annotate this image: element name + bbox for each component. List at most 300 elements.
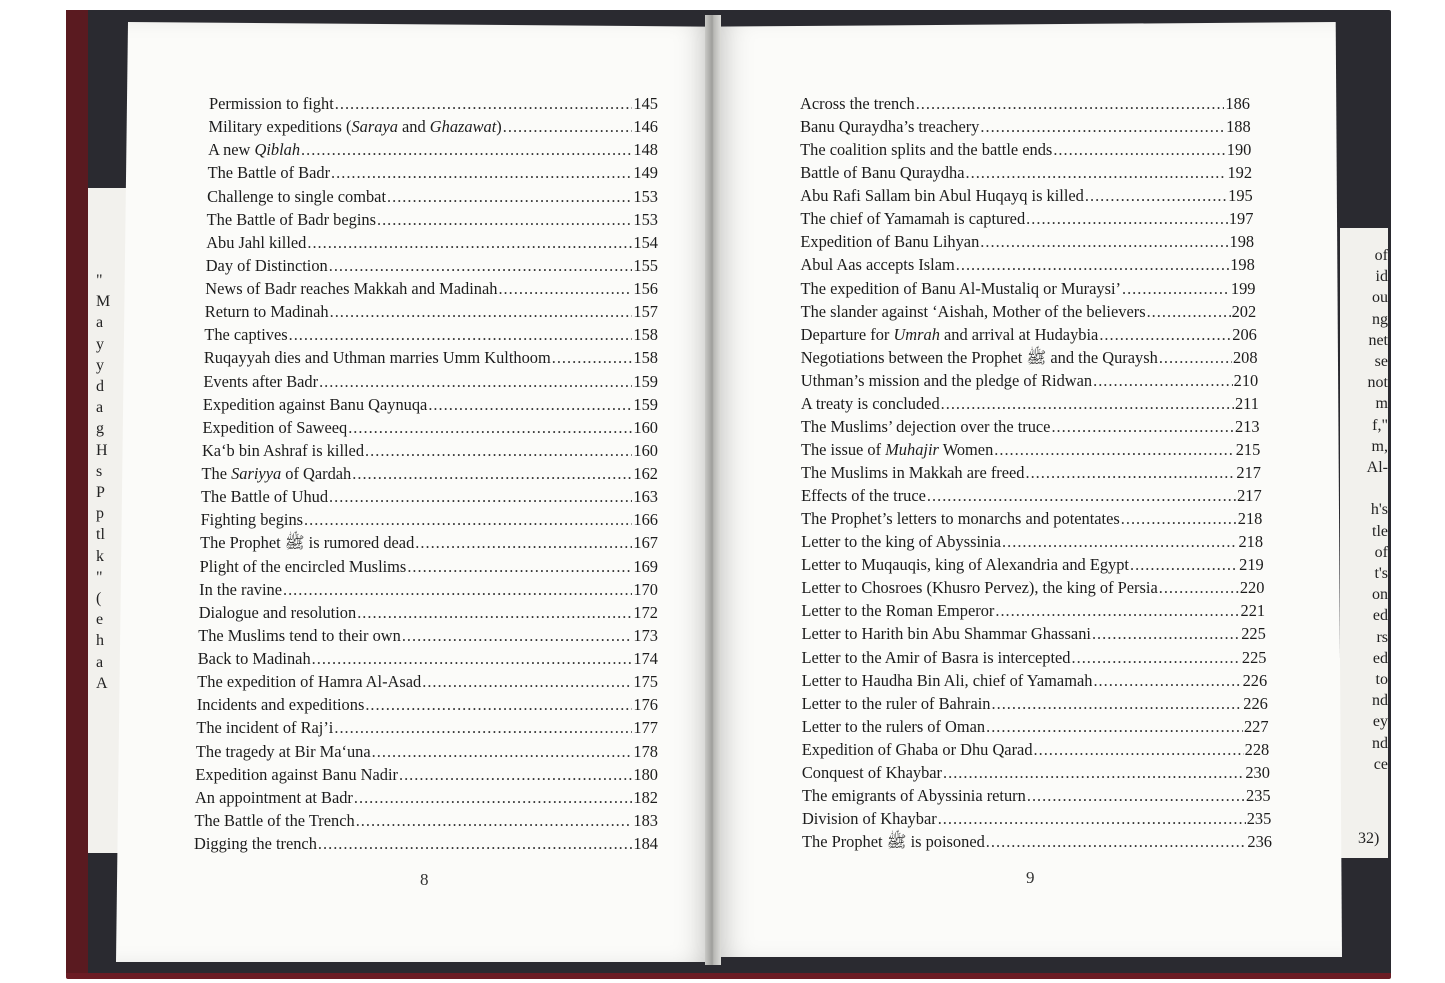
toc-entry-page: 158 — [633, 348, 658, 368]
toc-title-part: Letter to the king of Abyssinia — [801, 532, 1002, 552]
toc-entry-title — [801, 416, 1051, 438]
peek-text-right-bottom: 32) — [1358, 830, 1380, 847]
toc-title-part: Letter to Harith bin Abu Shammar Ghassani — [801, 624, 1091, 644]
toc-entry-page: 153 — [633, 186, 658, 206]
toc-entry-title — [203, 371, 318, 393]
toc-entry-page: 170 — [633, 579, 658, 599]
toc-title-part: Abul Aas accepts Islam — [800, 255, 955, 275]
toc-entry-page: 217 — [1236, 463, 1261, 482]
toc-entry-title — [196, 741, 371, 763]
toc-entry-page: 177 — [633, 718, 658, 738]
toc-entry-title — [205, 278, 497, 300]
toc-entry-page: 217 — [1237, 486, 1262, 506]
toc-leader-dots — [331, 162, 632, 184]
toc-entry-page: 235 — [1246, 808, 1272, 828]
toc-entry-page: 213 — [1235, 416, 1260, 436]
toc-entry-title — [207, 209, 376, 231]
toc-entry-page: 184 — [633, 834, 658, 853]
toc-entry — [208, 162, 658, 184]
toc-entry — [801, 393, 1259, 415]
toc-entry — [206, 255, 658, 277]
toc-entry-title — [802, 762, 942, 784]
toc-entry-title — [802, 831, 985, 853]
toc-leader-dots — [956, 254, 1229, 276]
toc-title-part: Plight of the encircled Muslims — [199, 556, 407, 576]
toc-leader-dots — [372, 741, 633, 763]
toc-leader-dots — [422, 671, 632, 693]
toc-leader-dots — [352, 463, 632, 485]
toc-entry — [802, 647, 1267, 669]
toc-entry — [802, 808, 1271, 830]
toc-entry-title — [801, 393, 940, 415]
toc-title-part: Letter to Chosroes (Khusro Pervez), the king of Persia — [801, 578, 1158, 598]
toc-entry-title — [802, 808, 937, 830]
toc-title-part: ) — [496, 117, 502, 137]
toc-leader-dots — [1121, 508, 1237, 530]
toc-entry-title — [802, 670, 1093, 692]
toc-leader-dots — [552, 347, 633, 369]
toc-entry-page: 174 — [633, 649, 658, 668]
toc-title-part: Saraya — [351, 117, 398, 137]
toc-entry-title — [801, 531, 1001, 553]
toc-entry-title — [800, 254, 954, 276]
toc-entry — [801, 508, 1262, 530]
toc-title-part: of Qardah — [281, 464, 352, 483]
toc-title-part: Women — [938, 439, 994, 459]
toc-entry — [204, 324, 658, 346]
toc-entry-title — [198, 648, 311, 670]
toc-title-part: The coalition splits and the battle ends — [800, 140, 1053, 160]
toc-entry — [199, 602, 658, 624]
toc-entry — [800, 93, 1250, 115]
toc-entry-page: 173 — [633, 625, 658, 645]
toc-entry-title — [801, 324, 1099, 346]
toc-entry-page: 153 — [633, 209, 658, 229]
toc-entry — [800, 231, 1254, 253]
toc-entry-title — [800, 139, 1052, 161]
toc-entry-title — [202, 417, 347, 439]
toc-entry-page: 162 — [633, 464, 658, 483]
toc-entry — [197, 671, 658, 693]
toc-title-part: Ka‘b bin Ashraf is killed — [201, 440, 365, 460]
toc-entry-title — [801, 278, 1121, 300]
toc-title-part: Abu Rafi Sallam bin Abul Huqayq is killed — [800, 186, 1084, 206]
toc-title-part: The tragedy at Bir Ma‘una — [195, 741, 371, 761]
toc-entry-title — [203, 394, 427, 416]
toc-title-part: Expedition against Banu Qaynuqa — [202, 394, 428, 414]
toc-title-part: Letter to the ruler of Bahrain — [801, 693, 991, 713]
toc-entry — [194, 810, 658, 832]
toc-leader-dots — [365, 694, 632, 716]
toc-title-part: Back to Madinah — [197, 649, 311, 668]
toc-entry-page: 230 — [1245, 762, 1270, 782]
toc-entry — [199, 579, 658, 601]
toc-entry-page: 176 — [633, 695, 658, 715]
toc-entry-title — [801, 370, 1092, 392]
toc-title-part: The Battle of Badr begins — [206, 209, 376, 229]
toc-title-part: Day of Distinction — [205, 255, 328, 275]
toc-entry-page: 199 — [1230, 278, 1256, 298]
toc-title-part: The slander against ‘Aishah, Mother of the believers — [800, 301, 1146, 321]
toc-leader-dots — [283, 579, 632, 601]
toc-entry-page: 178 — [633, 741, 658, 761]
toc-title-part: The Battle of the Trench — [194, 810, 355, 830]
toc-entry — [801, 531, 1263, 553]
toc-title-part: Fighting begins — [200, 510, 304, 530]
toc-entry-title — [802, 785, 1026, 807]
toc-entry-title — [202, 440, 364, 462]
toc-entry — [801, 485, 1262, 507]
toc-leader-dots — [415, 532, 632, 554]
toc-leader-dots — [387, 186, 632, 208]
toc-leader-dots — [966, 162, 1227, 184]
toc-leader-dots — [1130, 554, 1238, 576]
toc-entry-title — [802, 693, 991, 715]
toc-entry-title — [208, 162, 330, 184]
toc-entry-title — [195, 764, 398, 786]
toc-entry-page: 228 — [1244, 739, 1270, 759]
toc-entry-title — [801, 485, 926, 507]
toc-title-part: Military expeditions ( — [208, 117, 352, 137]
toc-entry — [197, 694, 658, 716]
toc-entry-page: 172 — [633, 602, 658, 622]
toc-entry — [801, 577, 1264, 599]
cover-edge — [66, 10, 88, 973]
toc-entry-title — [802, 647, 1071, 669]
toc-entry-page: 154 — [633, 232, 658, 252]
toc-entry — [198, 625, 658, 647]
toc-entry-page: 156 — [633, 279, 658, 298]
toc-entry — [802, 739, 1270, 761]
toc-title-part: Across the trench — [800, 94, 915, 113]
toc-leader-dots — [312, 648, 633, 670]
toc-entry-title — [800, 231, 979, 253]
toc-entry — [801, 370, 1259, 392]
toc-title-part: In the ravine — [199, 579, 282, 599]
toc-entry-title — [208, 139, 300, 161]
toc-entry-title — [801, 508, 1120, 530]
toc-entry — [800, 162, 1252, 184]
toc-title-part: Letter to the Roman Emperor — [801, 601, 995, 621]
toc-entry — [800, 139, 1251, 161]
toc-entry — [802, 831, 1272, 853]
toc-entry — [801, 278, 1256, 300]
toc-entry-title — [207, 186, 386, 208]
toc-entry-page: 158 — [633, 325, 658, 345]
toc-leader-dots — [428, 394, 632, 416]
toc-title-part: The emigrants of Abyssinia return — [801, 785, 1026, 805]
toc-entry-title — [800, 93, 915, 115]
toc-leader-dots — [329, 486, 632, 508]
toc-entry-page: 197 — [1228, 209, 1254, 229]
toc-leader-dots — [348, 417, 632, 439]
toc-entry — [209, 116, 658, 138]
toc-entry-title — [201, 486, 328, 508]
toc-entry-title — [802, 716, 985, 738]
toc-title-part: Negotiations between the Prophet ﷺ and the Quraysh — [800, 347, 1158, 367]
toc-entry-title — [201, 509, 303, 531]
toc-title-part: The Battle of Badr — [207, 163, 331, 183]
toc-entry-page: 166 — [633, 510, 658, 530]
toc-entry-title — [199, 579, 282, 601]
toc-leader-dots — [356, 810, 633, 832]
toc-title-part: The incident of Raj’i — [196, 718, 334, 738]
toc-entry — [207, 209, 658, 231]
toc-title-part: Letter to the Amir of Basra is intercepted — [801, 647, 1071, 667]
toc-entry-title — [194, 810, 354, 832]
toc-entry — [201, 486, 658, 508]
toc-entry — [801, 347, 1258, 369]
toc-leader-dots — [1051, 416, 1234, 438]
toc-title-part: Letter to Muqauqis, king of Alexandria and Egypt — [801, 555, 1129, 575]
toc-leader-dots — [992, 693, 1243, 715]
toc-leader-dots — [354, 787, 633, 809]
toc-title-part: The Battle of Uhud — [201, 487, 329, 507]
toc-entry-title — [206, 255, 328, 277]
toc-title-part: The expedition of Banu Al-Mustaliq or Muraysi’ — [800, 278, 1121, 298]
toc-entry-page: 226 — [1243, 693, 1268, 713]
toc-title-part: Events after Badr — [203, 371, 319, 391]
toc-entry — [801, 301, 1257, 323]
toc-leader-dots — [335, 93, 633, 115]
toc-leader-dots — [938, 808, 1246, 830]
toc-entry-page: 215 — [1235, 439, 1261, 459]
toc-title-part: Letter to the rulers of Oman — [801, 716, 986, 736]
toc-entry — [198, 648, 658, 670]
toc-title-part: A treaty is concluded — [800, 393, 940, 413]
toc-leader-dots — [329, 255, 633, 277]
toc-entry-title — [200, 532, 414, 554]
toc-entry-page: 206 — [1232, 324, 1257, 344]
toc-title-part: The issue of — [800, 439, 886, 459]
toc-entry-page: 182 — [633, 787, 658, 807]
toc-title-part: Battle of Banu Quraydha — [800, 163, 965, 183]
toc-entry-title — [800, 208, 1025, 230]
toc-entry-title — [801, 554, 1129, 576]
toc-entry-title — [202, 463, 352, 485]
book-gutter — [705, 15, 721, 965]
toc-entry — [801, 600, 1265, 622]
toc-leader-dots — [1099, 324, 1231, 346]
toc-entry-page: 190 — [1226, 140, 1252, 160]
toc-entry-page: 225 — [1241, 647, 1267, 667]
toc-title-part: Expedition of Saweeq — [202, 417, 348, 437]
toc-entry-title — [206, 232, 306, 254]
toc-title-part: Qiblah — [254, 140, 301, 160]
toc-leader-dots — [301, 139, 632, 161]
toc-entry — [800, 208, 1253, 230]
toc-entry-title — [199, 602, 357, 624]
toc-entry — [204, 347, 658, 369]
toc-leader-dots — [927, 485, 1236, 507]
toc-leader-dots — [1093, 670, 1241, 692]
toc-entry — [200, 556, 658, 578]
toc-entry-title — [204, 324, 287, 346]
toc-title-part: and arrival at Hudaybia — [939, 324, 1099, 344]
toc-title-part: Muhajir — [885, 439, 939, 459]
toc-entry — [802, 785, 1271, 807]
toc-entry — [194, 833, 658, 855]
toc-entry-page: 155 — [633, 255, 658, 275]
toc-entry-title — [197, 694, 365, 716]
toc-leader-dots — [402, 625, 633, 647]
toc-entry-title — [802, 739, 1033, 761]
toc-entry — [209, 93, 658, 115]
toc-entry-title — [197, 671, 421, 693]
toc-title-part: The Prophet ﷺ is rumored dead — [200, 533, 415, 553]
toc-entry — [201, 509, 658, 531]
toc-entry — [208, 139, 658, 161]
toc-entry-page: 211 — [1234, 393, 1259, 413]
toc-entry-title — [209, 93, 334, 115]
toc-entry-page: 221 — [1240, 601, 1266, 621]
toc-title-part: Conquest of Khaybar — [801, 762, 943, 782]
toc-entry-title — [800, 185, 1084, 207]
toc-entry-title — [194, 833, 317, 855]
toc-title-part: Ghazawat — [429, 117, 497, 137]
toc-leader-dots — [1147, 301, 1231, 323]
toc-title-part: The Prophet ﷺ is poisoned — [802, 832, 985, 851]
toc-entry — [205, 278, 658, 300]
toc-title-part: The chief of Yamamah is captured — [800, 209, 1026, 229]
toc-title-part: Abu Jahl killed — [206, 232, 307, 252]
toc-leader-dots — [1026, 208, 1228, 230]
toc-entry-page: 198 — [1229, 232, 1255, 252]
toc-leader-dots — [399, 764, 632, 786]
toc-entry — [200, 532, 658, 554]
toc-entry-page: 160 — [633, 440, 658, 460]
toc-entry-page: 188 — [1226, 117, 1251, 137]
toc-entry-title — [196, 717, 333, 739]
toc-entry — [195, 764, 658, 786]
toc-entry-title — [195, 787, 353, 809]
toc-leader-dots — [330, 301, 633, 323]
toc-entry-page: 227 — [1243, 716, 1269, 736]
toc-entry-page: 186 — [1225, 94, 1250, 113]
toc-entry — [196, 741, 658, 763]
toc-entry-page: 210 — [1233, 370, 1259, 390]
toc-entry — [206, 232, 658, 254]
toc-entry-page: 220 — [1239, 578, 1265, 598]
toc-leader-dots — [941, 393, 1234, 415]
toc-title-part: Digging the trench — [194, 834, 317, 853]
toc-leader-dots — [943, 762, 1244, 784]
toc-title-part: The captives — [204, 325, 288, 345]
toc-entry-title — [801, 301, 1146, 323]
toc-title-part: Expedition of Ghaba or Dhu Qarad — [801, 739, 1033, 759]
toc-entry-page: 208 — [1232, 347, 1258, 367]
toc-entry-page: 218 — [1237, 509, 1263, 529]
toc-title-part: Challenge to single combat — [207, 186, 387, 206]
toc-entry — [801, 324, 1257, 346]
toc-entry-page: 226 — [1242, 670, 1268, 690]
toc-leader-dots — [1093, 370, 1233, 392]
toc-title-part: The — [201, 464, 232, 483]
toc-entry — [195, 787, 658, 809]
toc-entry-page: 169 — [633, 556, 658, 576]
toc-entry-title — [200, 556, 407, 578]
toc-entry-page: 180 — [633, 764, 658, 784]
toc-title-part: News of Badr reaches Makkah and Madinah — [205, 279, 498, 298]
toc-entry-page: 198 — [1230, 255, 1255, 275]
right-page-number: 9 — [1026, 868, 1035, 887]
left-page-number: 8 — [420, 870, 429, 889]
toc-entry-title — [800, 116, 979, 138]
toc-title-part: Departure for — [800, 324, 894, 344]
toc-leader-dots — [916, 93, 1225, 115]
toc-entry-title — [801, 347, 1158, 369]
toc-leader-dots — [407, 556, 632, 578]
toc-entry-title — [801, 439, 993, 461]
toc-title-part: Permission to fight — [209, 94, 334, 113]
toc-entry-page: 157 — [633, 302, 658, 322]
toc-entry — [202, 417, 658, 439]
peek-text-left: " M a y y d a g H s P p tl k " ( e h a A — [96, 272, 111, 692]
toc-entry — [205, 301, 658, 323]
toc-leader-dots — [994, 439, 1234, 461]
toc-entry-page: 160 — [633, 417, 658, 437]
toc-title-part: Expedition against Banu Nadir — [195, 764, 398, 784]
toc-entry-title — [204, 347, 551, 369]
toc-title-part: Dialogue and resolution — [198, 602, 357, 622]
toc-title-part: Expedition of Banu Lihyan — [800, 232, 980, 252]
toc-entry-page: 159 — [633, 371, 658, 391]
toc-leader-dots — [1027, 785, 1245, 807]
toc-entry — [800, 116, 1251, 138]
toc-entry-page: 175 — [633, 672, 658, 692]
toc-leader-dots — [304, 509, 632, 531]
toc-entry-page: 163 — [633, 487, 658, 507]
toc-title-part: Uthman’s mission and the pledge of Ridwan — [800, 370, 1093, 390]
toc-leader-dots — [1072, 647, 1241, 669]
peek-text-right: of id ou ng net se not m f," m, Al- h's tle of t's on ed rs ed to nd ey nd ce — [1366, 247, 1388, 773]
toc-title-part: Effects of the truce — [801, 486, 926, 506]
toc-leader-dots — [1122, 278, 1230, 300]
toc-leader-dots — [334, 717, 632, 739]
toc-leader-dots — [1034, 739, 1244, 761]
toc-leader-dots — [365, 440, 632, 462]
toc-entry-page: 167 — [633, 533, 658, 553]
toc-entry-page: 159 — [633, 394, 658, 414]
toc-entry-page: 218 — [1238, 532, 1264, 552]
toc-title-part: A new — [208, 140, 255, 160]
toc-leader-dots — [1002, 531, 1237, 553]
toc-leader-dots — [377, 209, 632, 231]
toc-entry-page: 183 — [633, 810, 658, 830]
toc-entry-page: 145 — [633, 94, 658, 113]
toc-title-part: Sariyya — [231, 464, 282, 483]
toc-entry — [802, 716, 1269, 738]
toc-leader-dots — [503, 116, 633, 138]
toc-title-part: An appointment at Badr — [194, 787, 353, 807]
toc-entry — [801, 554, 1264, 576]
toc-entry-title — [801, 577, 1157, 599]
toc-entry — [196, 717, 658, 739]
toc-title-part: The Muslims’ dejection over the truce — [800, 416, 1051, 436]
toc-title-part: Letter to Haudha Bin Ali, chief of Yamamah — [801, 670, 1093, 690]
toc-title-part: Return to Madinah — [204, 302, 329, 322]
toc-leader-dots — [980, 116, 1225, 138]
toc-leader-dots — [986, 716, 1243, 738]
toc-leader-dots — [1159, 577, 1239, 599]
toc-title-part: Incidents and expeditions — [196, 695, 365, 715]
toc-leader-dots — [318, 833, 633, 855]
toc-entry — [203, 371, 658, 393]
toc-leader-dots — [1159, 347, 1232, 369]
toc-title-part: and — [397, 117, 430, 137]
toc-title-part: The Muslims tend to their own — [198, 625, 401, 645]
toc-entry-title — [801, 600, 994, 622]
